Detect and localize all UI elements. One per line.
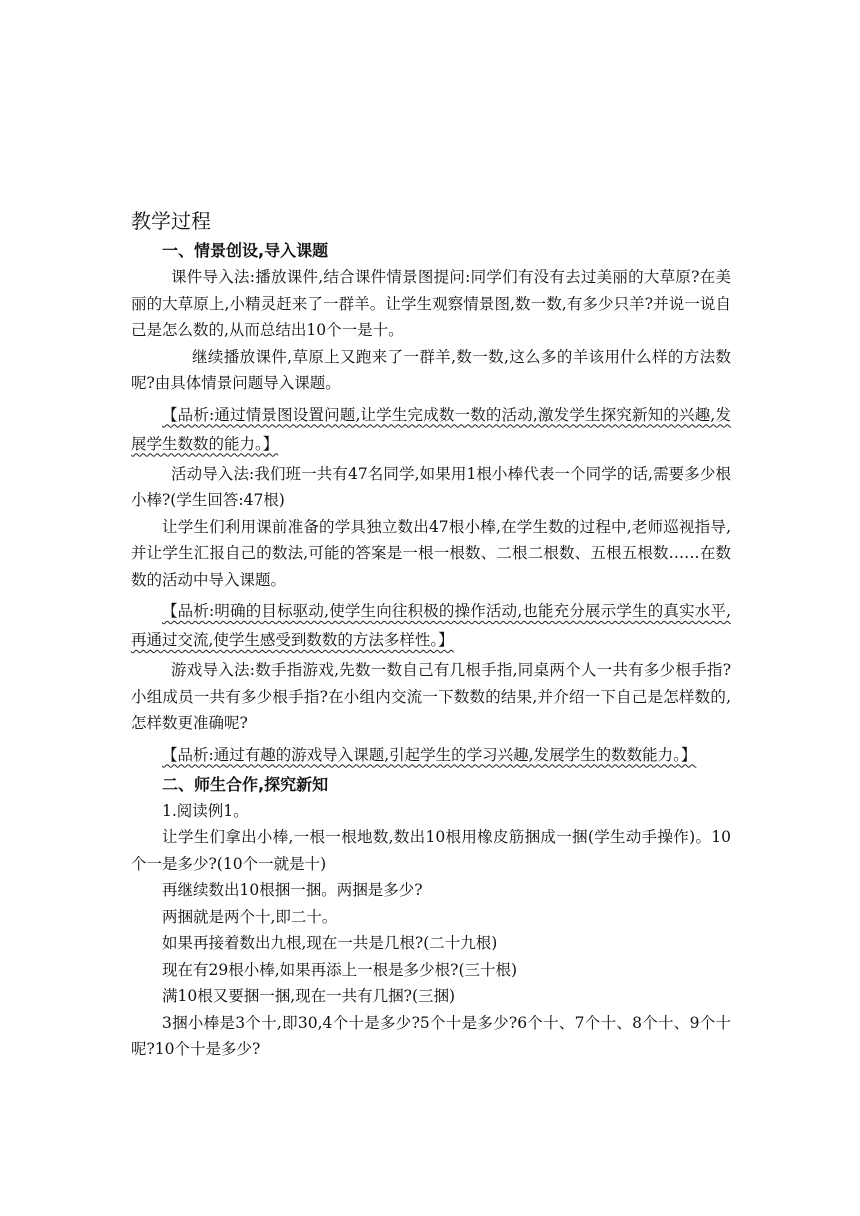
paragraph-continue: 继续播放课件,草原上又跑来了一群羊,数一数,这么多的羊该用什么样的方法数呢?由具体情景问题导入课题。 xyxy=(131,347,731,392)
page-title: 教学过程 xyxy=(131,209,211,233)
paragraph-activity: 活动导入法:我们班一共有47名同学,如果用1根小棒代表一个同学的话,需要多少根小棒?(学生回答:47根) xyxy=(131,464,731,509)
line-tens-question: 3捆小棒是3个十,即30,4个十是多少?5个十是多少?6个十、7个十、8个十、9个十呢?10个十是多少? xyxy=(131,1013,731,1058)
line-bundle-again: 再继续数出10根捆一捆。两捆是多少? xyxy=(162,881,423,899)
line-add-one: 现在有29根小棒,如果再添上一根是多少根?(三十根) xyxy=(162,960,518,979)
analysis-note-2-text: 【品析:明确的目标驱动,使学生向往积极的操作活动,也能充分展示学生的真实水平,再通过交流,使学生感受到数数的方法多样性。】 xyxy=(131,602,731,649)
analysis-note-3-text: 【品析:通过有趣的游戏导入课题,引起学生的学习兴趣,发展学生的数数能力。】 xyxy=(162,745,697,764)
line-three-bundles: 满10根又要捆一捆,现在一共有几捆?(三捆) xyxy=(162,987,456,1005)
analysis-note-2 xyxy=(131,597,731,655)
analysis-note-1-text: 【品析:通过情景图设置问题,让学生完成数一数的活动,激发学生探究新知的兴趣,发展学生数数的能力。】 xyxy=(131,405,731,453)
analysis-note-1 xyxy=(131,401,731,459)
document-body xyxy=(131,206,731,1063)
paragraph-courseware: 课件导入法:播放课件,结合课件情景图提问:同学们有没有去过美丽的大草原?在美丽的大草原上,小精灵赶来了一群羊。让学生观察情景图,数一数,有多少只羊?并说一说自己是怎么数的,从而总结出10个一是十。 xyxy=(131,268,731,339)
line-read-example: 1.阅读例1。 xyxy=(162,801,249,820)
line-take-sticks: 让学生们拿出小棒,一根一根地数,数出10根用橡皮筋捆成一捆(学生动手操作)。10个一是多少?(10个一就是十) xyxy=(131,828,731,873)
line-two-tens: 两捆就是两个十,即二十。 xyxy=(162,907,338,926)
line-nine-more: 如果再接着数出九根,现在一共是几根?(二十九根) xyxy=(162,934,498,952)
section-heading-1: 一、情景创设,导入课题 xyxy=(162,241,329,260)
analysis-note-3 xyxy=(131,741,731,770)
section-heading-2: 二、师生合作,探究新知 xyxy=(162,774,329,794)
paragraph-count-sticks: 让学生们利用课前准备的学具独立数出47根小棒,在学生数的过程中,老师巡视指导,并让学生汇报自己的数法,可能的答案是一根一根数、二根二根数、五根五根数……在数数的活动中导入课题。 xyxy=(131,517,731,589)
paragraph-game: 游戏导入法:数手指游戏,先数一数自己有几根手指,同桌两个人一共有多少根手指?小组成员一共有多少根手指?在小组内交流一下数数的结果,并介绍一下自己是怎样数的,怎样数更准确呢? xyxy=(131,661,731,732)
